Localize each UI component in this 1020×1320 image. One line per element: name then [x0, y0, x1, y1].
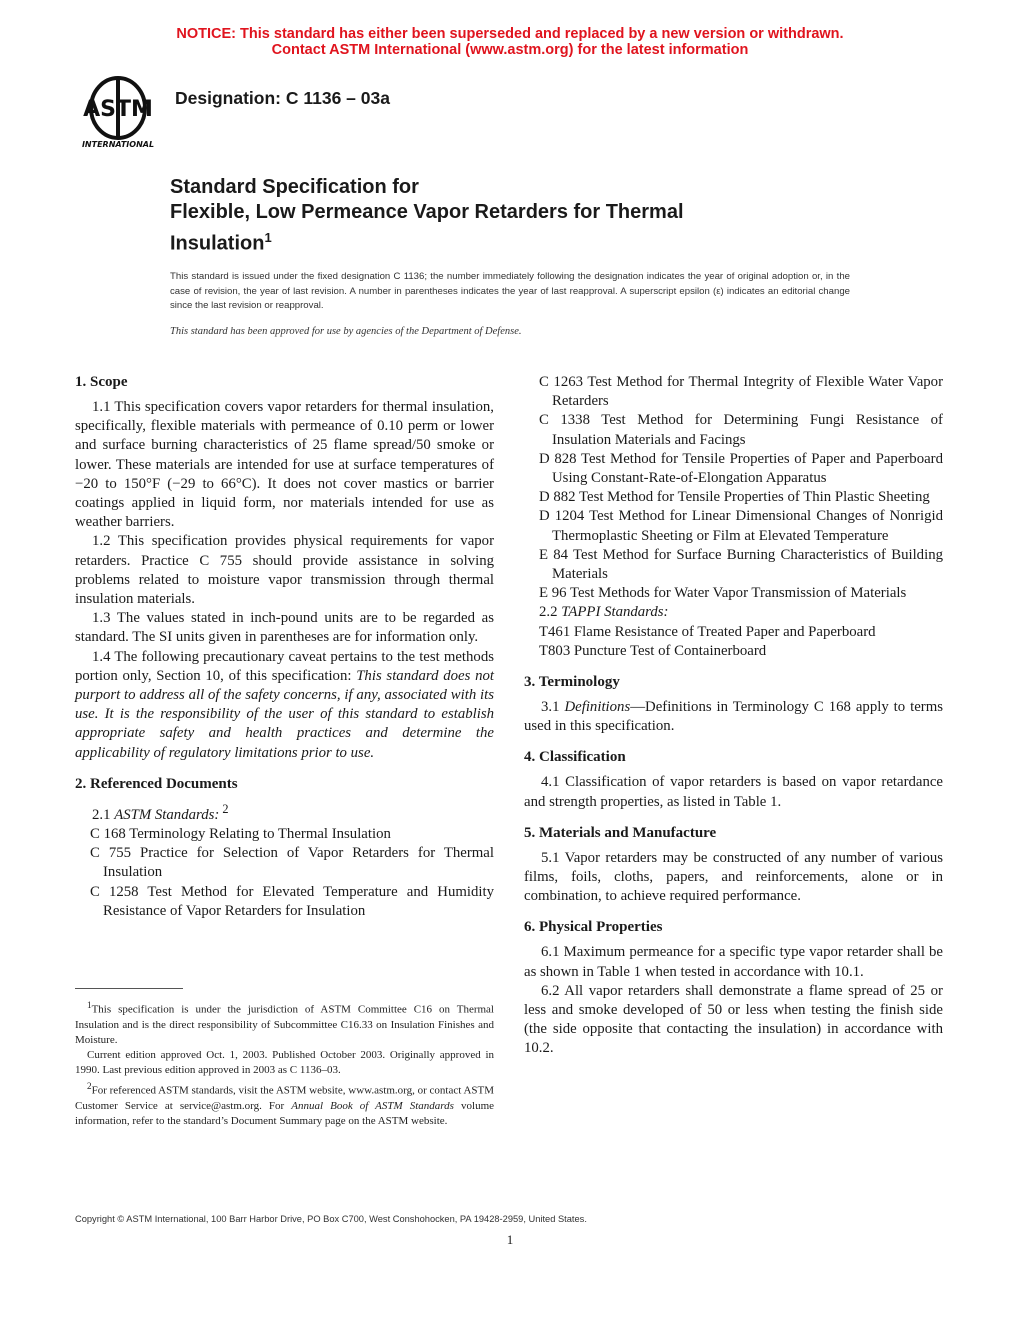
tappi-reference-item: T803 Puncture Test of Containerboard [539, 642, 767, 659]
section-heading-physical-properties: 6. Physical Properties [524, 919, 663, 936]
section-heading-classification: 4. Classification [524, 749, 626, 766]
reference-item: E 96 Test Methods for Water Vapor Transmission of Materials [539, 585, 907, 602]
defense-approval-note: This standard has been approved for use by agencies of the Department of Defense. [170, 326, 522, 337]
physical-paragraph-6-1: 6.1 Maximum permeance for a specific type vapor retarder shall be as shown in Table 1 when tested in accordance with 10.1. [524, 944, 943, 980]
scope-paragraph-1-4: 1.4 The following precautionary caveat pertains to the test methods portion only, Section 10, of this specification: This standard does not purport to address all of the safety concerns, if any, associated with its use. It is the responsibility of the user of this standard to establish appropriate safety and health practices and determine the applicability of regulatory limitations prior to use. [75, 648, 494, 761]
svg-text:ASTM: ASTM [83, 97, 153, 122]
svg-text:INTERNATIONAL: INTERNATIONAL [81, 140, 155, 149]
scope-paragraph-1-2: 1.2 This specification provides physical requirements for vapor retarders. Practice C 755 should provide assistance in solving problems related to moisture vapor transmission through thermal insulation materials. [75, 533, 494, 608]
title-line-3: Insulation$^1$ [170, 230, 272, 255]
scope-paragraph-1-3: 1.3 The values stated in inch-pound units are to be regarded as standard. The SI units given in parentheses are for information only. [75, 610, 494, 646]
footnote-1: $^1$This specification is under the jurisdiction of ASTM Committee C16 on Thermal Insulation and is the direct responsibility of Subcommittee C16.33 on Insulation Finishes and Moisture. [75, 1000, 494, 1047]
section-heading-materials: 5. Materials and Manufacture [524, 824, 717, 841]
footnotes [75, 998, 494, 1129]
reference-item: C 1263 Test Method for Thermal Integrity of Flexible Water Vapor Retarders [539, 374, 943, 410]
notice-line-1: NOTICE: This standard has either been superseded and replaced by a new version or withdrawn. [176, 26, 844, 42]
designation: Designation: C 1136 – 03a [175, 88, 390, 108]
physical-paragraph-6-2: 6.2 All vapor retarders shall demonstrate a flame spread of 25 or less and smoke developed of 50 or less when testing the finish side (the side opposite that contacting the insulation) in accordance with 10.2. [524, 982, 943, 1057]
reference-item: E 84 Test Method for Surface Burning Characteristics of Building Materials [539, 546, 943, 583]
footnote-1-edition: Current edition approved Oct. 1, 2003. Published October 2003. Originally approved in 1990. Last previous edition approved in 2003 as C 1136–03. [75, 1049, 494, 1077]
section-heading-scope: 1. Scope [75, 374, 128, 390]
footnote-divider [75, 988, 183, 989]
astm-logo [76, 74, 160, 150]
reference-item: C 168 Terminology Relating to Thermal Insulation [90, 825, 391, 842]
document-title [170, 175, 890, 257]
supersede-notice [0, 26, 1020, 58]
issuance-note: This standard is issued under the fixed designation C 1136; the number immediately following the designation indicates the year of original adoption or, in the case of revision, the year of last revision. A number in parentheses indicates the year of last reapproval. A superscript epsilon (ε) indicates an editorial change since the last revision or reapproval. [170, 271, 850, 312]
section-heading-referenced-documents: 2. Referenced Documents [75, 775, 238, 792]
reference-item: D 882 Test Method for Tensile Properties of Thin Plastic Sheeting [539, 489, 930, 506]
footnote-2: $^2$For referenced ASTM standards, visit the ASTM website, www.astm.org, or contact ASTM Customer Service at service@astm.org. For Annual Book of ASTM Standards volume information, refer to the standard’s Document Summary page on the ASTM website. [75, 1080, 495, 1127]
reference-item: D 828 Test Method for Tensile Properties of Paper and Paperboard Using Constant-Rate-of-Elongation Apparatus [539, 450, 943, 487]
tappi-reference-item: T461 Flame Resistance of Treated Paper and Paperboard [539, 623, 876, 640]
section-heading-terminology: 3. Terminology [524, 674, 620, 691]
classification-paragraph-4-1: 4.1 Classification of vapor retarders is based on vapor retardance and strength properties, as listed in Table 1. [524, 774, 943, 810]
reference-item: C 1338 Test Method for Determining Fungi Resistance of Insulation Materials and Facings [539, 412, 943, 448]
copyright-line: Copyright © ASTM International, 100 Barr Harbor Drive, PO Box C700, West Conshohocken, PA 19428-2959, United States. [75, 1214, 587, 1224]
reference-item: D 1204 Test Method for Linear Dimensional Changes of Nonrigid Thermoplastic Sheeting or Film at Elevated Temperature [539, 508, 943, 544]
reference-item: C 755 Practice for Selection of Vapor Retarders for Thermal Insulation [90, 845, 494, 881]
astm-standards-label: 2.1 ASTM Standards: $^2$ [92, 801, 229, 823]
scope-paragraph-1-1: 1.1 This specification covers vapor retarders for thermal insulation, specifically, flexible materials with permeance of 0.10 perm or lower and surface burning characteristics of 25 flame spread/50 smoke or lower. These materials are intended for use at surface temperatures of −20 to 150°F (−29 to 66°C). It does not cover mastics or barrier coatings applied in liquid form, nor materials intended for use as weather barriers. [75, 399, 494, 531]
left-column [75, 373, 494, 921]
title-footnote-marker: 1 [264, 230, 272, 245]
terminology-paragraph-3-1: 3.1 Definitions—Definitions in Terminology C 168 apply to terms used in this specification. [524, 699, 943, 735]
reference-item: C 1258 Test Method for Elevated Temperature and Humidity Resistance of Vapor Retarders for Insulation [90, 883, 494, 919]
title-line-2: Flexible, Low Permeance Vapor Retarders for Thermal [170, 201, 684, 223]
page-number: 1 [506, 1232, 514, 1247]
right-column [524, 373, 943, 1059]
notice-line-2: Contact ASTM International (www.astm.org) for the latest information [271, 42, 749, 58]
materials-paragraph-5-1: 5.1 Vapor retarders may be constructed of any number of various films, foils, cloths, papers, and reinforcements, alone or in combination, to achieve required performance. [524, 849, 943, 905]
tappi-standards-label: 2.2 TAPPI Standards: [539, 604, 669, 621]
title-line-1: Standard Specification for [170, 176, 419, 198]
